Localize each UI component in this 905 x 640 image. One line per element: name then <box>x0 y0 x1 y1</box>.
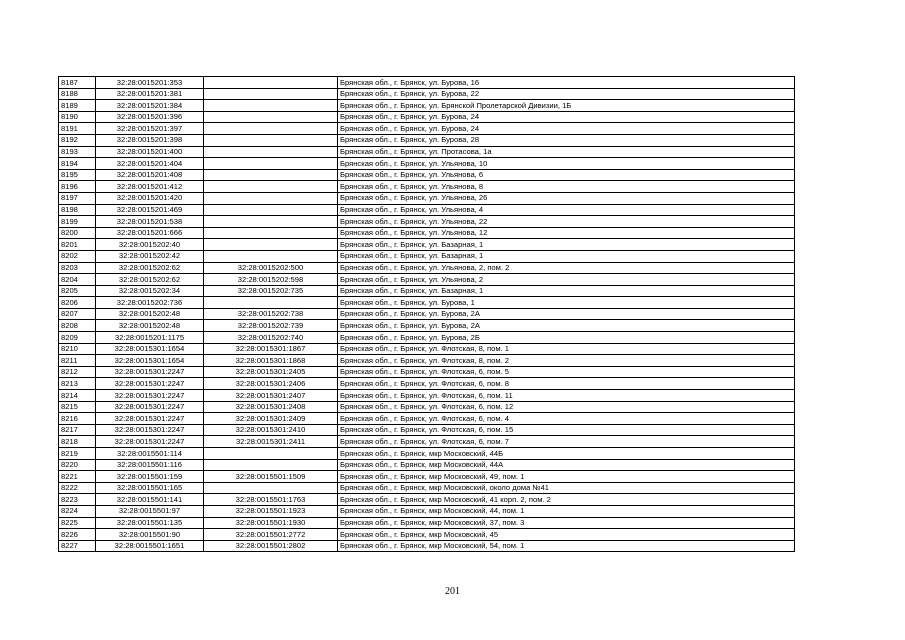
cadastral-number-cell: 32:28:0015501:159 <box>96 471 204 483</box>
address-cell: Брянская обл., г. Брянск, ул. Флотская, 8, пом. 2 <box>338 355 795 367</box>
table-row <box>59 482 795 494</box>
address-cell: Брянская обл., г. Брянск, ул. Ульянова, 2 <box>338 274 795 286</box>
row-number-cell: 8206 <box>59 297 96 309</box>
room-cadastral-number-cell: 32:28:0015501:1923 <box>204 505 338 517</box>
row-number-cell: 8188 <box>59 88 96 100</box>
cadastral-number-cell: 32:28:0015201:408 <box>96 169 204 181</box>
row-number-cell: 8223 <box>59 494 96 506</box>
room-cadastral-number-cell: 32:28:0015301:2406 <box>204 378 338 390</box>
address-cell: Брянская обл., г. Брянск, ул. Флотская, 6, пом. 5 <box>338 366 795 378</box>
address-cell: Брянская обл., г. Брянск, ул. Бурова, 28 <box>338 134 795 146</box>
row-number-cell: 8201 <box>59 239 96 251</box>
table-row <box>59 239 795 251</box>
table-row <box>59 366 795 378</box>
table-row <box>59 332 795 344</box>
cadastral-number-cell: 32:28:0015202:48 <box>96 320 204 332</box>
address-cell: Брянская обл., г. Брянск, ул. Бурова, 2А <box>338 320 795 332</box>
row-number-cell: 8217 <box>59 424 96 436</box>
room-cadastral-number-cell: 32:28:0015301:2405 <box>204 366 338 378</box>
table-row <box>59 505 795 517</box>
table-row <box>59 448 795 460</box>
room-cadastral-number-cell: 32:28:0015501:1509 <box>204 471 338 483</box>
cadastral-number-cell: 32:28:0015501:141 <box>96 494 204 506</box>
table-row <box>59 123 795 135</box>
row-number-cell: 8205 <box>59 285 96 297</box>
cadastral-number-cell: 32:28:0015501:114 <box>96 448 204 460</box>
table-row <box>59 100 795 112</box>
row-number-cell: 8204 <box>59 274 96 286</box>
table-row <box>59 343 795 355</box>
room-cadastral-number-cell: 32:28:0015202:500 <box>204 262 338 274</box>
row-number-cell: 8227 <box>59 540 96 552</box>
address-cell: Брянская обл., г. Брянск, мкр Московский, 45 <box>338 529 795 541</box>
cadastral-number-cell: 32:28:0015501:135 <box>96 517 204 529</box>
cadastral-number-cell: 32:28:0015202:62 <box>96 274 204 286</box>
table-row <box>59 529 795 541</box>
address-cell: Брянская обл., г. Брянск, мкр Московский, около дома №41 <box>338 482 795 494</box>
table-row <box>59 111 795 123</box>
room-cadastral-number-cell <box>204 88 338 100</box>
room-cadastral-number-cell: 32:28:0015301:2408 <box>204 401 338 413</box>
table-row <box>59 494 795 506</box>
address-cell: Брянская обл., г. Брянск, ул. Флотская, 6, пом. 4 <box>338 413 795 425</box>
row-number-cell: 8218 <box>59 436 96 448</box>
cadastral-number-cell: 32:28:0015301:2247 <box>96 390 204 402</box>
cadastral-number-cell: 32:28:0015201:381 <box>96 88 204 100</box>
cadastral-number-cell: 32:28:0015201:400 <box>96 146 204 158</box>
room-cadastral-number-cell: 32:28:0015501:2802 <box>204 540 338 552</box>
row-number-cell: 8189 <box>59 100 96 112</box>
cadastral-number-cell: 32:28:0015201:666 <box>96 227 204 239</box>
address-cell: Брянская обл., г. Брянск, ул. Флотская, 6, пом. 15 <box>338 424 795 436</box>
row-number-cell: 8225 <box>59 517 96 529</box>
cadastral-number-cell: 32:28:0015201:469 <box>96 204 204 216</box>
row-number-cell: 8215 <box>59 401 96 413</box>
address-cell: Брянская обл., г. Брянск, ул. Флотская, 6, пом. 12 <box>338 401 795 413</box>
table-row <box>59 424 795 436</box>
address-cell: Брянская обл., г. Брянск, мкр Московский, 49, пом. 1 <box>338 471 795 483</box>
table-row <box>59 134 795 146</box>
table-row <box>59 320 795 332</box>
row-number-cell: 8194 <box>59 158 96 170</box>
room-cadastral-number-cell: 32:28:0015501:1763 <box>204 494 338 506</box>
table-row <box>59 285 795 297</box>
address-cell: Брянская обл., г. Брянск, ул. Бурова, 2Б <box>338 332 795 344</box>
row-number-cell: 8222 <box>59 482 96 494</box>
table-row <box>59 436 795 448</box>
address-cell: Брянская обл., г. Брянск, мкр Московский, 37, пом. 3 <box>338 517 795 529</box>
room-cadastral-number-cell <box>204 158 338 170</box>
room-cadastral-number-cell: 32:28:0015202:740 <box>204 332 338 344</box>
cadastral-number-cell: 32:28:0015301:2247 <box>96 378 204 390</box>
address-cell: Брянская обл., г. Брянск, ул. Брянской Пролетарской Дивизии, 1Б <box>338 100 795 112</box>
cadastral-number-cell: 32:28:0015201:397 <box>96 123 204 135</box>
cadastral-number-cell: 32:28:0015301:1654 <box>96 343 204 355</box>
row-number-cell: 8190 <box>59 111 96 123</box>
room-cadastral-number-cell <box>204 216 338 228</box>
address-cell: Брянская обл., г. Брянск, ул. Флотская, 6, пом. 8 <box>338 378 795 390</box>
table-row <box>59 77 795 89</box>
row-number-cell: 8187 <box>59 77 96 89</box>
address-cell: Брянская обл., г. Брянск, ул. Ульянова, 2, пом. 2 <box>338 262 795 274</box>
address-cell: Брянская обл., г. Брянск, ул. Ульянова, 26 <box>338 192 795 204</box>
page-number: 201 <box>445 586 460 597</box>
cadastral-number-cell: 32:28:0015201:420 <box>96 192 204 204</box>
cadastral-number-cell: 32:28:0015202:42 <box>96 250 204 262</box>
address-cell: Брянская обл., г. Брянск, ул. Флотская, 6, пом. 7 <box>338 436 795 448</box>
table-row <box>59 158 795 170</box>
room-cadastral-number-cell <box>204 204 338 216</box>
room-cadastral-number-cell <box>204 239 338 251</box>
room-cadastral-number-cell <box>204 482 338 494</box>
table-body <box>59 77 795 552</box>
room-cadastral-number-cell <box>204 192 338 204</box>
address-cell: Брянская обл., г. Брянск, мкр Московский, 44Б <box>338 448 795 460</box>
row-number-cell: 8208 <box>59 320 96 332</box>
room-cadastral-number-cell <box>204 227 338 239</box>
row-number-cell: 8212 <box>59 366 96 378</box>
row-number-cell: 8191 <box>59 123 96 135</box>
table-row <box>59 308 795 320</box>
room-cadastral-number-cell <box>204 448 338 460</box>
row-number-cell: 8209 <box>59 332 96 344</box>
table-row <box>59 540 795 552</box>
row-number-cell: 8220 <box>59 459 96 471</box>
cadastral-number-cell: 32:28:0015202:62 <box>96 262 204 274</box>
address-cell: Брянская обл., г. Брянск, мкр Московский, 44А <box>338 459 795 471</box>
table-row <box>59 250 795 262</box>
row-number-cell: 8197 <box>59 192 96 204</box>
cadastral-number-cell: 32:28:0015501:97 <box>96 505 204 517</box>
cadastral-number-cell: 32:28:0015301:2247 <box>96 413 204 425</box>
table-row <box>59 413 795 425</box>
row-number-cell: 8203 <box>59 262 96 274</box>
address-cell: Брянская обл., г. Брянск, мкр Московский, 44, пом. 1 <box>338 505 795 517</box>
room-cadastral-number-cell <box>204 123 338 135</box>
row-number-cell: 8192 <box>59 134 96 146</box>
row-number-cell: 8219 <box>59 448 96 460</box>
address-cell: Брянская обл., г. Брянск, мкр Московский, 54, пом. 1 <box>338 540 795 552</box>
room-cadastral-number-cell <box>204 77 338 89</box>
row-number-cell: 8213 <box>59 378 96 390</box>
cadastral-number-cell: 32:28:0015501:116 <box>96 459 204 471</box>
address-cell: Брянская обл., г. Брянск, ул. Протасова, 1а <box>338 146 795 158</box>
table-row <box>59 297 795 309</box>
address-cell: Брянская обл., г. Брянск, ул. Базарная, 1 <box>338 285 795 297</box>
table-row <box>59 216 795 228</box>
table-row <box>59 378 795 390</box>
table-row <box>59 390 795 402</box>
cadastral-number-cell: 32:28:0015202:40 <box>96 239 204 251</box>
row-number-cell: 8211 <box>59 355 96 367</box>
room-cadastral-number-cell <box>204 297 338 309</box>
room-cadastral-number-cell <box>204 146 338 158</box>
address-cell: Брянская обл., г. Брянск, ул. Ульянова, 12 <box>338 227 795 239</box>
table-row <box>59 262 795 274</box>
cadastral-number-cell: 32:28:0015201:353 <box>96 77 204 89</box>
cadastral-number-cell: 32:28:0015301:2247 <box>96 424 204 436</box>
room-cadastral-number-cell: 32:28:0015501:1930 <box>204 517 338 529</box>
cadastral-number-cell: 32:28:0015201:538 <box>96 216 204 228</box>
cadastral-number-cell: 32:28:0015501:1651 <box>96 540 204 552</box>
address-cell: Брянская обл., г. Брянск, ул. Ульянова, 6 <box>338 169 795 181</box>
address-cell: Брянская обл., г. Брянск, мкр Московский, 41 корп. 2, пом. 2 <box>338 494 795 506</box>
table-row <box>59 401 795 413</box>
room-cadastral-number-cell: 32:28:0015301:1868 <box>204 355 338 367</box>
address-cell: Брянская обл., г. Брянск, ул. Флотская, 8, пом. 1 <box>338 343 795 355</box>
cadastral-number-cell: 32:28:0015201:384 <box>96 100 204 112</box>
address-cell: Брянская обл., г. Брянск, ул. Ульянова, 22 <box>338 216 795 228</box>
room-cadastral-number-cell: 32:28:0015301:2407 <box>204 390 338 402</box>
room-cadastral-number-cell: 32:28:0015301:2410 <box>204 424 338 436</box>
address-cell: Брянская обл., г. Брянск, ул. Бурова, 1 <box>338 297 795 309</box>
address-cell: Брянская обл., г. Брянск, ул. Бурова, 22 <box>338 88 795 100</box>
row-number-cell: 8224 <box>59 505 96 517</box>
cadastral-number-cell: 32:28:0015501:90 <box>96 529 204 541</box>
row-number-cell: 8193 <box>59 146 96 158</box>
cadastral-number-cell: 32:28:0015202:48 <box>96 308 204 320</box>
address-cell: Брянская обл., г. Брянск, ул. Бурова, 24 <box>338 111 795 123</box>
address-cell: Брянская обл., г. Брянск, ул. Базарная, 1 <box>338 250 795 262</box>
table-row <box>59 274 795 286</box>
room-cadastral-number-cell <box>204 100 338 112</box>
table-row <box>59 204 795 216</box>
cadastral-number-cell: 32:28:0015202:34 <box>96 285 204 297</box>
room-cadastral-number-cell: 32:28:0015202:735 <box>204 285 338 297</box>
cadastral-number-cell: 32:28:0015301:2247 <box>96 366 204 378</box>
table-row <box>59 192 795 204</box>
room-cadastral-number-cell: 32:28:0015202:738 <box>204 308 338 320</box>
table-row <box>59 459 795 471</box>
row-number-cell: 8207 <box>59 308 96 320</box>
table-row <box>59 146 795 158</box>
room-cadastral-number-cell <box>204 169 338 181</box>
room-cadastral-number-cell <box>204 111 338 123</box>
cadastral-number-cell: 32:28:0015201:398 <box>96 134 204 146</box>
room-cadastral-number-cell <box>204 459 338 471</box>
row-number-cell: 8216 <box>59 413 96 425</box>
cadastral-number-cell: 32:28:0015201:396 <box>96 111 204 123</box>
room-cadastral-number-cell: 32:28:0015301:1867 <box>204 343 338 355</box>
address-cell: Брянская обл., г. Брянск, ул. Бурова, 2А <box>338 308 795 320</box>
row-number-cell: 8195 <box>59 169 96 181</box>
row-number-cell: 8196 <box>59 181 96 193</box>
row-number-cell: 8202 <box>59 250 96 262</box>
row-number-cell: 8210 <box>59 343 96 355</box>
property-registry-table <box>58 76 795 552</box>
row-number-cell: 8199 <box>59 216 96 228</box>
row-number-cell: 8198 <box>59 204 96 216</box>
room-cadastral-number-cell: 32:28:0015301:2409 <box>204 413 338 425</box>
table-row <box>59 181 795 193</box>
room-cadastral-number-cell <box>204 134 338 146</box>
table-row <box>59 517 795 529</box>
room-cadastral-number-cell <box>204 181 338 193</box>
cadastral-number-cell: 32:28:0015201:1175 <box>96 332 204 344</box>
address-cell: Брянская обл., г. Брянск, ул. Бурова, 16 <box>338 77 795 89</box>
address-cell: Брянская обл., г. Брянск, ул. Ульянова, 4 <box>338 204 795 216</box>
address-cell: Брянская обл., г. Брянск, ул. Флотская, 6, пом. 11 <box>338 390 795 402</box>
room-cadastral-number-cell: 32:28:0015301:2411 <box>204 436 338 448</box>
address-cell: Брянская обл., г. Брянск, ул. Ульянова, 8 <box>338 181 795 193</box>
cadastral-number-cell: 32:28:0015301:2247 <box>96 401 204 413</box>
table-row <box>59 88 795 100</box>
room-cadastral-number-cell <box>204 250 338 262</box>
cadastral-number-cell: 32:28:0015501:165 <box>96 482 204 494</box>
room-cadastral-number-cell: 32:28:0015501:2772 <box>204 529 338 541</box>
row-number-cell: 8214 <box>59 390 96 402</box>
room-cadastral-number-cell: 32:28:0015202:598 <box>204 274 338 286</box>
row-number-cell: 8221 <box>59 471 96 483</box>
table-row <box>59 355 795 367</box>
row-number-cell: 8200 <box>59 227 96 239</box>
table-row <box>59 169 795 181</box>
table-row <box>59 471 795 483</box>
table-row <box>59 227 795 239</box>
cadastral-number-cell: 32:28:0015202:736 <box>96 297 204 309</box>
cadastral-number-cell: 32:28:0015201:404 <box>96 158 204 170</box>
cadastral-number-cell: 32:28:0015201:412 <box>96 181 204 193</box>
address-cell: Брянская обл., г. Брянск, ул. Ульянова, 10 <box>338 158 795 170</box>
cadastral-number-cell: 32:28:0015301:2247 <box>96 436 204 448</box>
address-cell: Брянская обл., г. Брянск, ул. Бурова, 24 <box>338 123 795 135</box>
address-cell: Брянская обл., г. Брянск, ул. Базарная, 1 <box>338 239 795 251</box>
room-cadastral-number-cell: 32:28:0015202:739 <box>204 320 338 332</box>
row-number-cell: 8226 <box>59 529 96 541</box>
cadastral-number-cell: 32:28:0015301:1654 <box>96 355 204 367</box>
